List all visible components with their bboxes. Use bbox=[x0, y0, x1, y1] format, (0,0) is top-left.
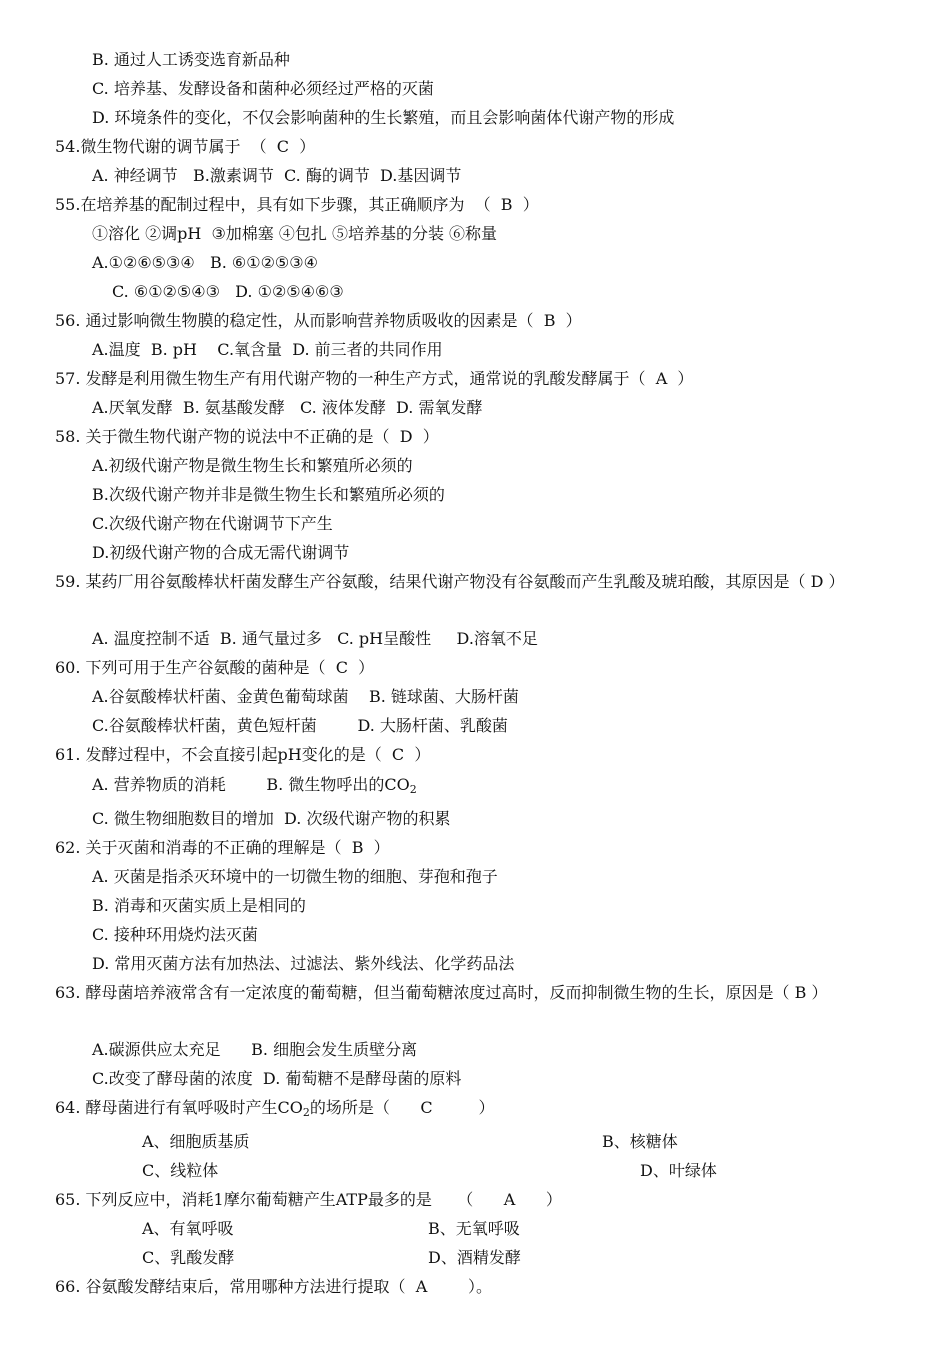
q56-options: A.温度 B. pH C.氧含量 D. 前三者的共同作用 bbox=[92, 340, 443, 359]
q64-option-d: D、叶绿体 bbox=[640, 1161, 717, 1180]
q57-stem: 57. 发酵是利用微生物生产有用代谢产物的一种生产方式，通常说的乳酸发酵属于（ A ） bbox=[55, 369, 694, 388]
q55-stem: 55.在培养基的配制过程中，具有如下步骤，其正确顺序为 （ B ） bbox=[55, 195, 539, 214]
q55-options-cd: C. ⑥①②⑤④③ D. ①②⑤④⑥③ bbox=[112, 282, 344, 301]
q66-stem: 66. 谷氨酸发酵结束后，常用哪种方法进行提取（ A ）。 bbox=[55, 1277, 492, 1296]
q62-option-a: A. 灭菌是指杀灭环境中的一切微生物的细胞、芽孢和孢子 bbox=[92, 867, 498, 886]
q64-stem bbox=[55, 1097, 494, 1119]
q56-stem: 56. 通过影响微生物膜的稳定性，从而影响营养物质吸收的因素是（ B ） bbox=[55, 311, 582, 330]
q54-stem: 54.微生物代谢的调节属于 （ C ） bbox=[55, 137, 316, 156]
q62-option-d: D. 常用灭菌方法有加热法、过滤法、紫外线法、化学药品法 bbox=[92, 954, 515, 973]
q65-option-c: C、乳酸发酵 bbox=[142, 1248, 235, 1267]
q54-options: A. 神经调节 B.激素调节 C. 酶的调节 D.基因调节 bbox=[92, 166, 462, 185]
q63-stem: 63. 酵母菌培养液常含有一定浓度的葡萄糖，但当葡萄糖浓度过高时，反而抑制微生物的生长，原因是（ B ） bbox=[55, 983, 828, 1002]
q53-option-b: B. 通过人工诱变选育新品种 bbox=[92, 50, 290, 69]
q58-stem: 58. 关于微生物代谢产物的说法中不正确的是（ D ） bbox=[55, 427, 439, 446]
q64-option-c: C、线粒体 bbox=[142, 1161, 219, 1180]
q60-stem: 60. 下列可用于生产谷氨酸的菌种是（ C ） bbox=[55, 658, 375, 677]
q61-options-ab-text: A. 营养物质的消耗 B. 微生物呼出的CO bbox=[92, 775, 410, 794]
q65-option-d: D、酒精发酵 bbox=[428, 1248, 521, 1267]
q58-option-d: D.初级代谢产物的合成无需代谢调节 bbox=[92, 543, 350, 562]
q64-stem-post: 的场所是（ C ） bbox=[309, 1098, 495, 1117]
q57-options: A.厌氧发酵 B. 氨基酸发酵 C. 液体发酵 D. 需氧发酵 bbox=[92, 398, 483, 417]
q65-option-b: B、无氧呼吸 bbox=[428, 1219, 520, 1238]
q64-option-a: A、细胞质基质 bbox=[142, 1132, 250, 1151]
q60-options-cd: C.谷氨酸棒状杆菌，黄色短杆菌 D. 大肠杆菌、乳酸菌 bbox=[92, 716, 508, 735]
q63-options-cd: C.改变了酵母菌的浓度 D. 葡萄糖不是酵母菌的原料 bbox=[92, 1069, 462, 1088]
q61-stem: 61. 发酵过程中，不会直接引起pH变化的是（ C ） bbox=[55, 745, 431, 764]
q63-options-ab: A.碳源供应太充足 B. 细胞会发生质壁分离 bbox=[92, 1040, 418, 1059]
q64-stem-pre: 64. 酵母菌进行有氧呼吸时产生CO bbox=[55, 1098, 303, 1117]
q62-option-b: B. 消毒和灭菌实质上是相同的 bbox=[92, 896, 306, 915]
q55-steps: ①溶化 ②调pH ③加棉塞 ④包扎 ⑤培养基的分装 ⑥称量 bbox=[92, 224, 498, 243]
q64-option-b: B、核糖体 bbox=[602, 1132, 678, 1151]
q65-stem: 65. 下列反应中，消耗1摩尔葡萄糖产生ATP最多的是 （ A ） bbox=[55, 1190, 562, 1209]
q58-option-b: B.次级代谢产物并非是微生物生长和繁殖所必须的 bbox=[92, 485, 445, 504]
q55-options-ab: A.①②⑥⑤③④ B. ⑥①②⑤③④ bbox=[92, 253, 318, 272]
q61-options-ab bbox=[92, 774, 417, 796]
q53-option-d: D. 环境条件的变化，不仅会影响菌种的生长繁殖，而且会影响菌体代谢产物的形成 bbox=[92, 108, 675, 127]
q59-options: A. 温度控制不适 B. 通气量过多 C. pH呈酸性 D.溶氧不足 bbox=[92, 629, 538, 648]
q58-option-c: C.次级代谢产物在代谢调节下产生 bbox=[92, 514, 333, 533]
q58-option-a: A.初级代谢产物是微生物生长和繁殖所必须的 bbox=[92, 456, 413, 475]
q59-stem: 59. 某药厂用谷氨酸棒状杆菌发酵生产谷氨酸，结果代谢产物没有谷氨酸而产生乳酸及琥珀酸，其原因是（ D ） bbox=[55, 572, 845, 591]
q62-stem: 62. 关于灭菌和消毒的不正确的理解是（ B ） bbox=[55, 838, 390, 857]
q60-options-ab: A.谷氨酸棒状杆菌、金黄色葡萄球菌 B. 链球菌、大肠杆菌 bbox=[92, 687, 519, 706]
q61-options-cd: C. 微生物细胞数目的增加 D. 次级代谢产物的积累 bbox=[92, 809, 451, 828]
q62-option-c: C. 接种环用烧灼法灭菌 bbox=[92, 925, 258, 944]
co2-subscript: 2 bbox=[409, 783, 417, 796]
q53-option-c: C. 培养基、发酵设备和菌种必须经过严格的灭菌 bbox=[92, 79, 434, 98]
co2-subscript: 2 bbox=[302, 1106, 310, 1119]
q65-option-a: A、有氧呼吸 bbox=[142, 1219, 234, 1238]
